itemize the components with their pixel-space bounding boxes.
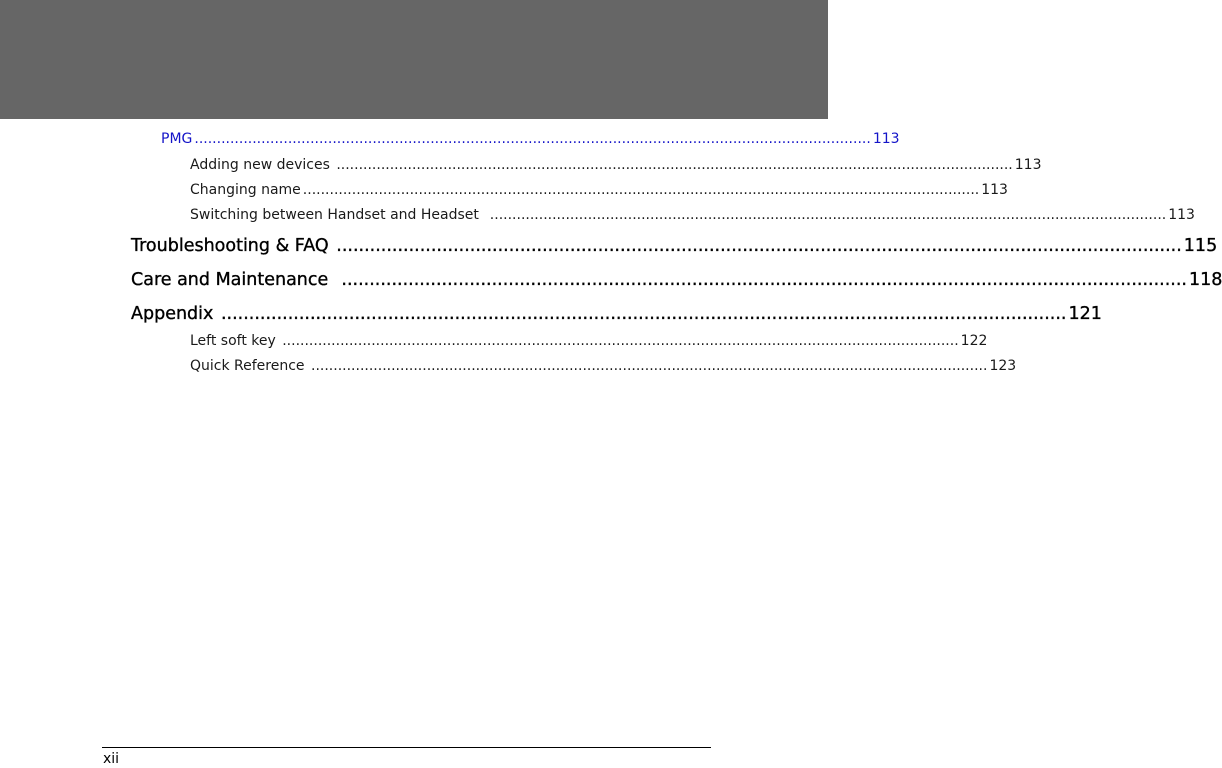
toc-leader-dots: ........................................................................................................................................................: [331, 157, 1013, 173]
toc-entry-switching-handset-headset[interactable]: [190, 207, 1195, 223]
toc-page-number: 113: [981, 182, 1008, 198]
toc-leader-dots: ........................................................................................................................................................: [215, 304, 1067, 324]
toc-entry-care-maintenance[interactable]: [131, 270, 1222, 290]
footer-rule: [102, 747, 711, 748]
toc-page-number: 122: [960, 333, 988, 349]
toc-leader-dots: ........................................................................................................................................................: [330, 236, 1182, 256]
toc-page-number: 113: [1014, 157, 1042, 173]
toc-entry-label: Switching between Handset and Headset: [190, 207, 479, 223]
toc-entry-quick-reference[interactable]: [190, 358, 1017, 374]
toc-leader-dots: ........................................................................................................................................................: [330, 270, 1187, 290]
toc-entry-left-soft-key[interactable]: [190, 333, 988, 349]
toc-entry-label: PMG: [161, 131, 193, 147]
toc-leader-dots: ........................................................................................................................................................: [194, 131, 871, 147]
footer-page-number: xii: [103, 751, 120, 767]
toc-entry-label: Changing name: [190, 182, 301, 198]
toc-page-number: 113: [872, 131, 900, 147]
toc-page-number: 113: [1168, 207, 1195, 223]
toc-entry-pmg[interactable]: [161, 131, 900, 147]
toc-entry-adding-new-devices[interactable]: [190, 157, 1042, 173]
toc-page-number: 121: [1068, 304, 1102, 324]
toc-entry-label: Care and Maintenance: [131, 270, 329, 290]
toc-entry-changing-name[interactable]: [190, 182, 1008, 198]
toc-leader-dots: ........................................................................................................................................................: [302, 182, 980, 198]
header-band: [0, 0, 828, 119]
toc-page-number: 115: [1183, 236, 1218, 256]
toc-leader-dots: ........................................................................................................................................................: [306, 358, 988, 374]
toc-entry-label: Left soft key: [190, 333, 276, 349]
toc-entry-label: Troubleshooting & FAQ: [131, 236, 329, 256]
toc-entry-appendix[interactable]: [131, 304, 1102, 324]
toc-entry-troubleshooting-faq[interactable]: [131, 236, 1218, 256]
toc-page-number: 118: [1188, 270, 1222, 290]
toc-entry-label: Appendix: [131, 304, 214, 324]
toc-leader-dots: ........................................................................................................................................................: [277, 333, 959, 349]
toc-entry-label: Adding new devices: [190, 157, 330, 173]
toc-entry-label: Quick Reference: [190, 358, 305, 374]
toc-leader-dots: ........................................................................................................................................................: [480, 207, 1167, 223]
toc-page-number: 123: [989, 358, 1017, 374]
